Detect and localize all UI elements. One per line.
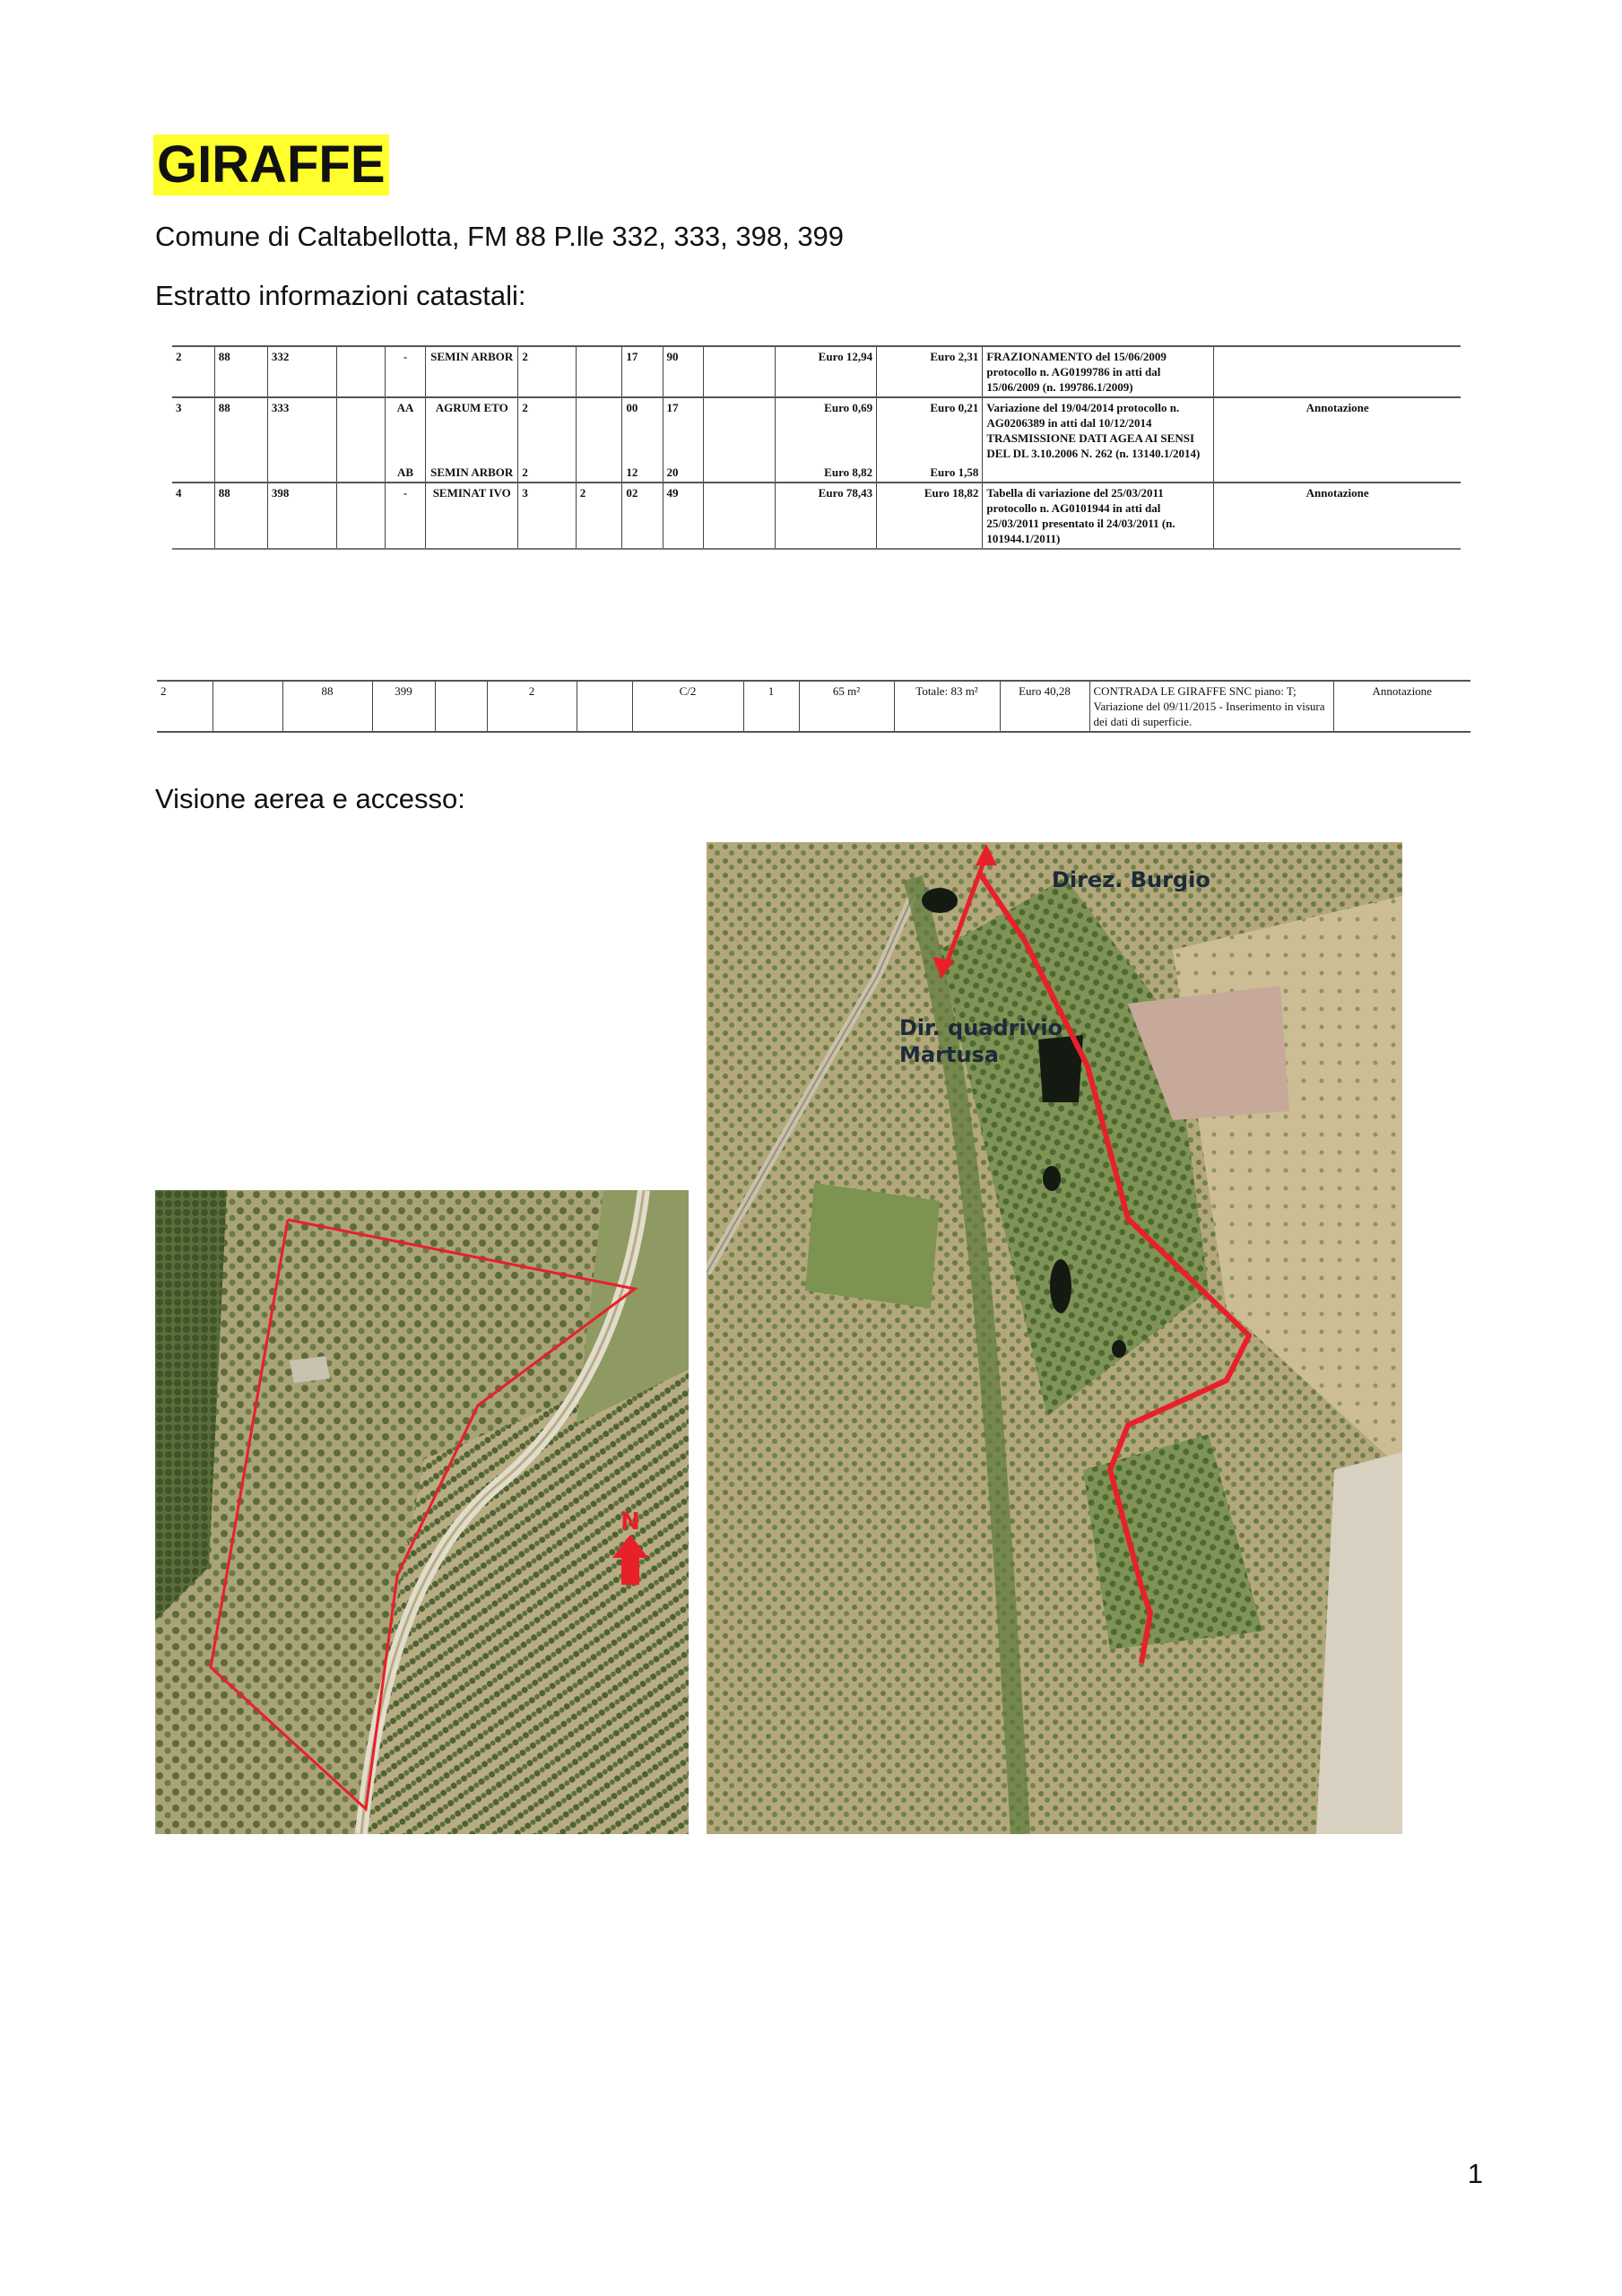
cell-empty [213,681,282,732]
cell-empty [577,681,632,732]
cell-zona: 2 [487,681,577,732]
cell-dominicale: Euro 8,82 [776,463,877,483]
cell-particella: 332 [267,346,336,397]
north-label: N [620,1509,640,1535]
cadastral-table-land [172,345,1461,550]
cell-empty [337,463,386,483]
cell-agrario: Euro 0,21 [877,397,983,463]
cell-ca: 17 [663,397,703,463]
cell-categoria: C/2 [632,681,743,732]
cell-qualita: SEMIN ARBOR [426,346,518,397]
cell-particella: 399 [372,681,435,732]
cell-classe: 2 [518,346,576,397]
cell-foglio: 88 [282,681,372,732]
cell-porzione: - [386,346,426,397]
aerial-map-access [707,842,1402,1834]
document-title: GIRAFFE [153,135,389,196]
cell-foglio: 88 [214,397,267,463]
cell-n: 2 [160,684,167,698]
cell-empty [703,397,776,463]
cell-classe: 2 [518,463,576,483]
cell-empty [337,346,386,397]
cell-n: 2 [176,350,182,363]
cell-qualita: SEMIN ARBOR [426,463,518,483]
page-number: 1 [1467,2158,1483,2189]
cell-empty [703,463,776,483]
cell-empty [337,483,386,549]
aerial-heading: Visione aerea e accesso: [155,783,465,814]
cell-are: 02 [622,483,663,549]
cell-classe: 1 [743,681,799,732]
cell-porzione: AA [386,397,426,463]
cell-note [1214,463,1461,483]
cell-agrario: Euro 18,82 [877,483,983,549]
cell-note: Annotazione [1333,681,1470,732]
cell-ha [576,397,622,463]
cell-dati: CONTRADA LE GIRAFFE SNC piano: T; Variazione del 09/11/2015 - Inserimento in visura dei dati di superficie. [1089,681,1333,732]
cell-are: 17 [622,346,663,397]
table-row [172,397,1461,463]
cell-are: 12 [622,463,663,483]
cell-foglio [214,463,267,483]
cell-agrario: Euro 1,58 [877,463,983,483]
cell-empty [703,346,776,397]
cell-empty [435,681,487,732]
cell-are: 00 [622,397,663,463]
cell-dominicale: Euro 0,69 [776,397,877,463]
cell-consistenza: 65 m² [799,681,894,732]
cell-particella: 333 [267,397,336,463]
cell-empty [703,483,776,549]
cell-ha [576,463,622,483]
cell-empty [337,397,386,463]
cell-note: Annotazione [1214,397,1461,463]
label-martusa: Martusa [899,1042,999,1067]
cell-ca: 49 [663,483,703,549]
cell-ca: 20 [663,463,703,483]
cell-dominicale: Euro 78,43 [776,483,877,549]
cell-dati [983,463,1214,483]
table-row [172,346,1461,397]
cell-note: Annotazione [1214,483,1461,549]
cell-agrario: Euro 2,31 [877,346,983,397]
cadastral-table-building [157,680,1470,733]
label-dir-quadrivio: Dir. quadrivio [899,1015,1063,1040]
cell-classe: 2 [518,397,576,463]
aerial-map-parcel [155,1190,689,1834]
cell-dati: FRAZIONAMENTO del 15/06/2009 protocollo n. AG0199786 in atti dal 15/06/2009 (n. 199786.1/2009) [983,346,1214,397]
table-row [172,463,1461,483]
cell-n [172,463,214,483]
cell-ha: 2 [576,483,622,549]
cell-dominicale: Euro 12,94 [776,346,877,397]
document-subtitle: Comune di Caltabellotta, FM 88 P.lle 332, 333, 398, 399 [155,221,845,252]
cell-n: 4 [172,483,214,549]
cell-rendita: Euro 40,28 [1000,681,1089,732]
cadastral-heading: Estratto informazioni catastali: [155,280,526,311]
cell-particella [267,463,336,483]
cell-foglio: 88 [214,483,267,549]
cell-particella: 398 [267,483,336,549]
cell-dati: Tabella di variazione del 25/03/2011 protocollo n. AG0101944 in atti dal 25/03/2011 presentato il 24/03/2011 (n. 101944.1/2011) [983,483,1214,549]
cell-qualita: AGRUM ETO [426,397,518,463]
table-row [172,483,1461,549]
cell-n: 3 [172,397,214,463]
cell-note [1214,346,1461,397]
cell-ha [576,346,622,397]
cell-qualita: SEMINAT IVO [426,483,518,549]
cell-classe: 3 [518,483,576,549]
cell-porzione: - [386,483,426,549]
cell-porzione: AB [386,463,426,483]
cell-ca: 90 [663,346,703,397]
label-direz-burgio: Direz. Burgio [1052,867,1210,892]
cell-foglio: 88 [214,346,267,397]
cell-dati: Variazione del 19/04/2014 protocollo n. AG0206389 in atti dal 10/12/2014 TRASMISSIONE DATI AGEA AI SENSI DEL DL 3.10.2006 N. 262 (n. 13140.1/2014) [983,397,1214,463]
table-row [157,681,1470,732]
cell-superficie: Totale: 83 m² [894,681,1000,732]
